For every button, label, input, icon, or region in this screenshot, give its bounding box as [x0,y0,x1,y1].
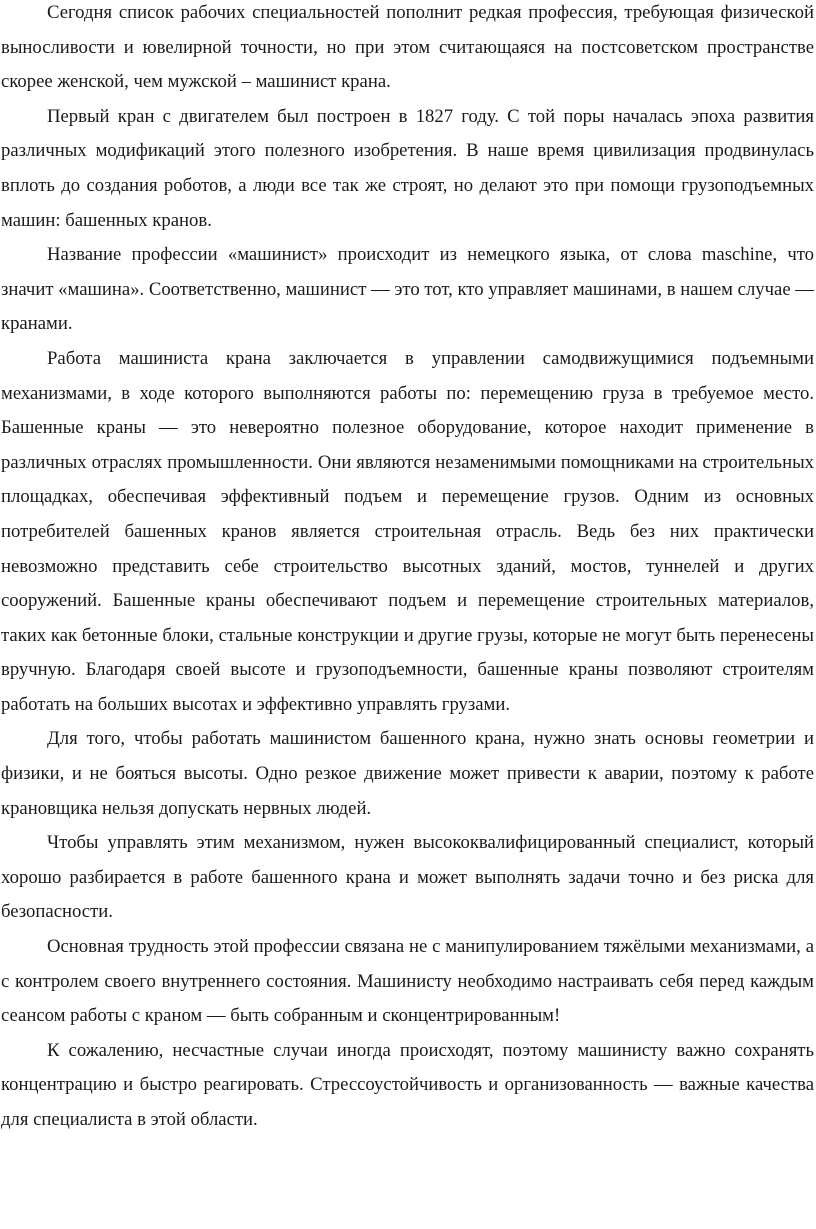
paragraph-required-knowledge: Для того, чтобы работать машинистом башенного крана, нужно знать основы геометрии и физики, и не бояться высоты. Одно резкое движение может привести к аварии, поэтому к работе крановщика нельзя допускать нервных людей. [1,728,814,819]
paragraph-main-difficulty: Основная трудность этой профессии связана не с манипулированием тяжёлыми механизмами, а с контролем своего внутреннего состояния. Машинисту необходимо настраивать себя перед каждым сеансом работы с краном — быть собранным и сконцентрированным! [1,936,814,1027]
paragraph-profession-name-origin: Название профессии «машинист» происходит из немецкого языка, от слова maschine, что значит «машина». Соответственно, машинист — это тот, кто управляет машинами, в нашем случае — кранами. [1,244,814,335]
paragraph-qualified-specialist: Чтобы управлять этим механизмом, нужен высококвалифицированный специалист, который хорошо разбирается в работе башенного крана и может выполнять задачи точно и без риска для безопасности. [1,832,814,923]
paragraph-crane-operator-work: Работа машиниста крана заключается в управлении самодвижущимися подъемными механизмами, в ходе которого выполняются работы по: перемещению груза в требуемое место. Башенные краны — это невероятно полезное оборудование, которое находит применение в различных отраслях промышленности. Они являются незаменимыми помощниками на строительных площадках, обеспечивая эффективный подъем и перемещение грузов. Одним из основных потребителей башенных кранов является строительная отрасль. Ведь без них практически невозможно представить себе строительство высотных зданий, мостов, туннелей и других сооружений. Башенные краны обеспечивают подъем и перемещение строительных материалов, таких как бетонные блоки, стальные конструкции и другие грузы, которые не могут быть перенесены вручную. Благодаря своей высоте и грузоподъемности, башенные краны позволяют строителям работать на больших высотах и эффективно управлять грузами. [1,347,814,715]
paragraph-stress-resistance: К сожалению, несчастные случаи иногда происходят, поэтому машинисту важно сохранять концентрацию и быстро реагировать. Стрессоустойчивость и организованность — важные качества для специалиста в этой области. [1,1039,814,1130]
paragraph-crane-history: Первый кран с двигателем был построен в 1827 году. С той поры началась эпоха развития различных модификаций этого полезного изобретения. В наше время цивилизация продвинулась вплоть до создания роботов, а люди все так же строят, но делают это при помощи грузоподъемных машин: башенных кранов. [1,105,814,231]
paragraph-crane-operator-intro: Сегодня список рабочих специальностей пополнит редкая профессия, требующая физической выносливости и ювелирной точности, но при этом считающаяся на постсоветском пространстве скорее женской, чем мужской – машинист крана. [1,2,814,93]
